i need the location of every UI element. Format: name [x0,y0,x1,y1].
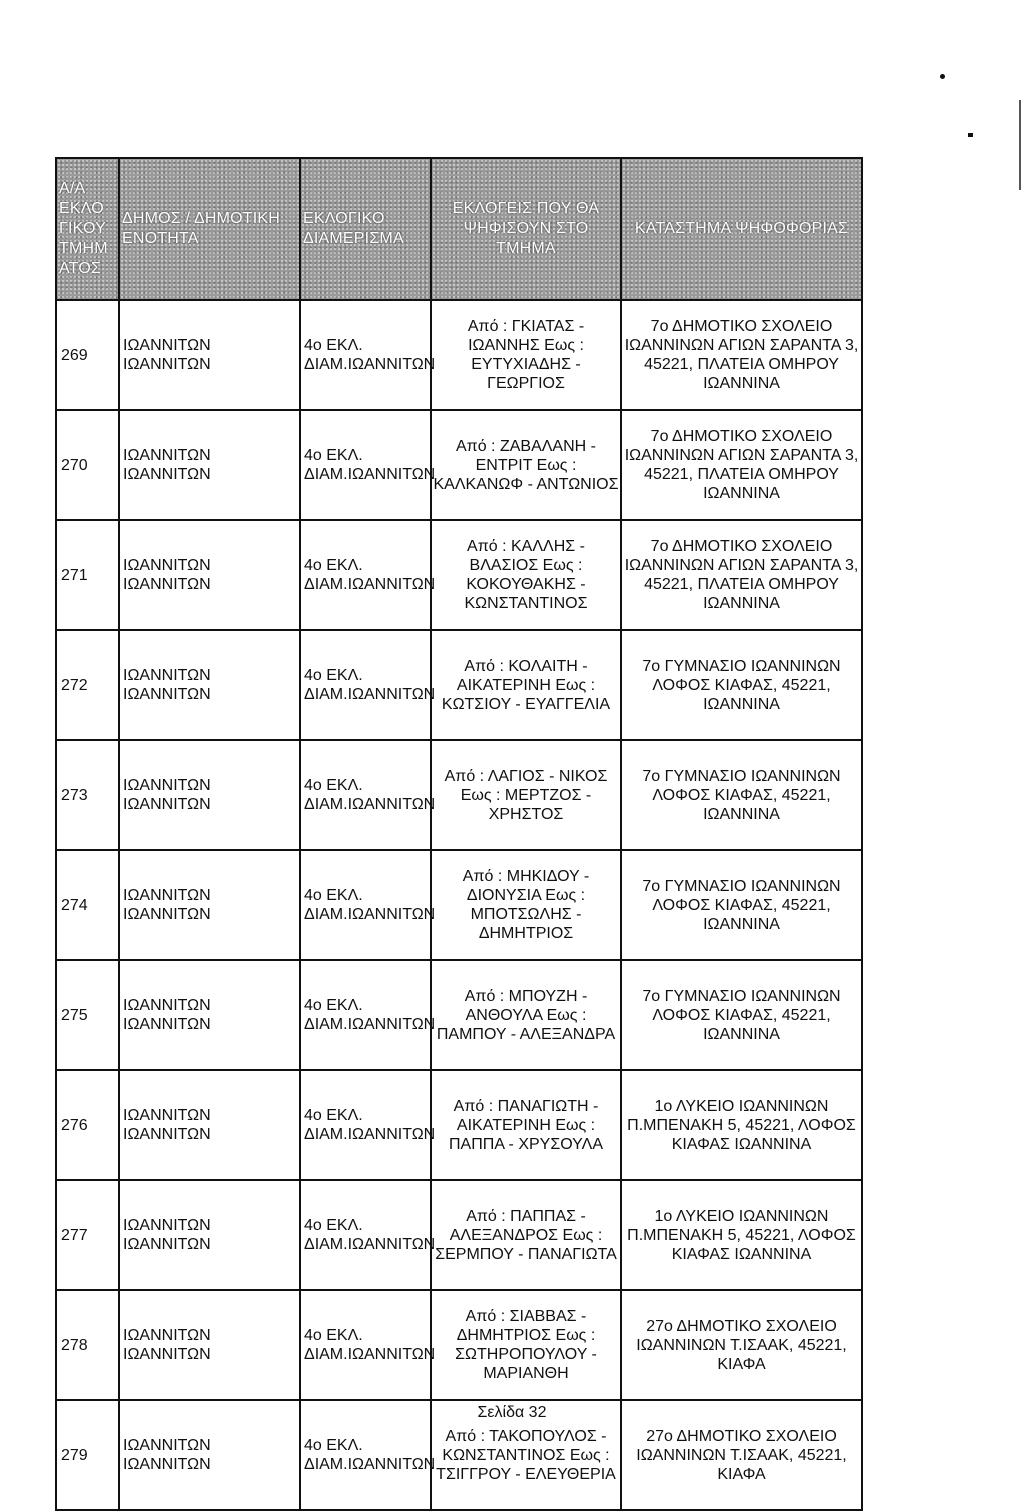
polling-station-cell: 7ο ΔΗΜΟΤΙΚΟ ΣΧΟΛΕΙΟ ΙΩΑΝΝΙΝΩΝ ΑΓΙΩΝ ΣΑΡΑΝΤΑ 3, 45221, ΠΛΑΤΕΙΑ ΟΜΗΡΟΥ ΙΩΑΝΝΙΝΑ [621,410,862,520]
table-row [56,520,862,630]
polling-station-cell: 1ο ΛΥΚΕΙΟ ΙΩΑΝΝΙΝΩΝ Π.ΜΠΕΝΑΚΗ 5, 45221, ΛΟΦΟΣ ΚΙΑΦΑΣ ΙΩΑΝΝΙΝΑ [621,1070,862,1180]
polling-station-cell: 27ο ΔΗΜΟΤΙΚΟ ΣΧΟΛΕΙΟ ΙΩΑΝΝΙΝΩΝ Τ.ΙΣΑΑΚ, 45221, ΚΙΑΦΑ [621,1400,862,1510]
section-number: 271 [56,520,119,630]
table-row [56,740,862,850]
municipality-cell: ΙΩΑΝΝΙΤΩΝ ΙΩΑΝΝΙΤΩΝ [119,630,300,740]
polling-station-cell: 1ο ΛΥΚΕΙΟ ΙΩΑΝΝΙΝΩΝ Π.ΜΠΕΝΑΚΗ 5, 45221, ΛΟΦΟΣ ΚΙΑΦΑΣ ΙΩΑΝΝΙΝΑ [621,1180,862,1290]
table-row [56,300,862,410]
voters-range-cell: Από : ΠΑΝΑΓΙΩΤΗ - ΑΙΚΑΤΕΡΙΝΗ Εως : ΠΑΠΠΑ - ΧΡΥΣΟΥΛΑ [431,1070,621,1180]
district-cell: 4ο ΕΚΛ. ΔΙΑΜ.ΙΩΑΝΝΙΤΩΝ [300,1400,431,1510]
voters-range-cell: Από : ΠΑΠΠΑΣ - ΑΛΕΞΑΝΔΡΟΣ Εως : ΣΕΡΜΠΟΥ - ΠΑΝΑΓΙΩΤΑ [431,1180,621,1290]
section-number: 269 [56,300,119,410]
district-cell: 4ο ΕΚΛ. ΔΙΑΜ.ΙΩΑΝΝΙΤΩΝ [300,630,431,740]
municipality-cell: ΙΩΑΝΝΙΤΩΝ ΙΩΑΝΝΙΤΩΝ [119,520,300,630]
table-header-row [56,158,862,300]
district-cell: 4ο ΕΚΛ. ΔΙΑΜ.ΙΩΑΝΝΙΤΩΝ [300,520,431,630]
table-row [56,960,862,1070]
table-row [56,850,862,960]
district-cell: 4ο ΕΚΛ. ΔΙΑΜ.ΙΩΑΝΝΙΤΩΝ [300,960,431,1070]
voters-range-cell: Από : ΛΑΓΙΟΣ - ΝΙΚΟΣ Εως : ΜΕΡΤΖΟΣ - ΧΡΗΣΤΟΣ [431,740,621,850]
scan-edge-line [1019,100,1021,190]
voters-range-cell: Από : ΓΚΙΑΤΑΣ - ΙΩΑΝΝΗΣ Εως : ΕΥΤΥΧΙΑΔΗΣ - ΓΕΩΡΓΙΟΣ [431,300,621,410]
municipality-cell: ΙΩΑΝΝΙΤΩΝ ΙΩΑΝΝΙΤΩΝ [119,1180,300,1290]
municipality-cell: ΙΩΑΝΝΙΤΩΝ ΙΩΑΝΝΙΤΩΝ [119,1070,300,1180]
district-cell: 4ο ΕΚΛ. ΔΙΑΜ.ΙΩΑΝΝΙΤΩΝ [300,300,431,410]
polling-stations-table [55,157,863,1511]
voters-range-cell: Από : ΤΑΚΟΠΟΥΛΟΣ - ΚΩΝΣΤΑΝΤΙΝΟΣ Εως : ΤΣΙΓΓΡΟΥ - ΕΛΕΥΘΕΡΙΑ [431,1400,621,1510]
section-number: 275 [56,960,119,1070]
polling-station-cell: 7ο ΓΥΜΝΑΣΙΟ ΙΩΑΝΝΙΝΩΝ ΛΟΦΟΣ ΚΙΑΦΑΣ, 45221, ΙΩΑΝΝΙΝΑ [621,740,862,850]
voters-range-cell: Από : ΚΑΛΛΗΣ - ΒΛΑΣΙΟΣ Εως : ΚΟΚΟΥΘΑΚΗΣ - ΚΩΝΣΤΑΝΤΙΝΟΣ [431,520,621,630]
polling-station-cell: 7ο ΓΥΜΝΑΣΙΟ ΙΩΑΝΝΙΝΩΝ ΛΟΦΟΣ ΚΙΑΦΑΣ, 45221, ΙΩΑΝΝΙΝΑ [621,960,862,1070]
district-cell: 4ο ΕΚΛ. ΔΙΑΜ.ΙΩΑΝΝΙΤΩΝ [300,1290,431,1400]
header-municipality: ΔΗΜΟΣ / ΔΗΜΟΤΙΚΗ ΕΝΟΤΗΤΑ [119,158,300,300]
voters-range-cell: Από : ΣΙΑΒΒΑΣ - ΔΗΜΗΤΡΙΟΣ Εως : ΣΩΤΗΡΟΠΟΥΛΟΥ - ΜΑΡΙΑΝΘΗ [431,1290,621,1400]
table-row [56,630,862,740]
section-number: 277 [56,1180,119,1290]
table-row [56,410,862,520]
section-number: 273 [56,740,119,850]
section-number: 278 [56,1290,119,1400]
municipality-cell: ΙΩΑΝΝΙΤΩΝ ΙΩΑΝΝΙΤΩΝ [119,300,300,410]
municipality-cell: ΙΩΑΝΝΙΤΩΝ ΙΩΑΝΝΙΤΩΝ [119,850,300,960]
section-number: 274 [56,850,119,960]
voters-range-cell: Από : ΜΠΟΥΖΗ - ΑΝΘΟΥΛΑ Εως : ΠΑΜΠΟΥ - ΑΛΕΞΑΝΔΡΑ [431,960,621,1070]
header-section-number: Α/Α ΕΚΛΟ ΓΙΚΟΥ ΤΜΗΜ ΑΤΟΣ [56,158,119,300]
polling-station-cell: 7ο ΓΥΜΝΑΣΙΟ ΙΩΑΝΝΙΝΩΝ ΛΟΦΟΣ ΚΙΑΦΑΣ, 45221, ΙΩΑΝΝΙΝΑ [621,850,862,960]
municipality-cell: ΙΩΑΝΝΙΤΩΝ ΙΩΑΝΝΙΤΩΝ [119,960,300,1070]
section-number: 279 [56,1400,119,1510]
municipality-cell: ΙΩΑΝΝΙΤΩΝ ΙΩΑΝΝΙΤΩΝ [119,410,300,520]
scan-arrow-mark [968,133,973,137]
header-voters: ΕΚΛΟΓΕΙΣ ΠΟΥ ΘΑ ΨΗΦΙΣΟΥΝ ΣΤΟ ΤΜΗΜΑ [431,158,621,300]
voters-range-cell: Από : ΚΟΛΑΙΤΗ - ΑΙΚΑΤΕΡΙΝΗ Εως : ΚΩΤΣΙΟΥ - ΕΥΑΓΓΕΛΙΑ [431,630,621,740]
polling-station-cell: 7ο ΓΥΜΝΑΣΙΟ ΙΩΑΝΝΙΝΩΝ ΛΟΦΟΣ ΚΙΑΦΑΣ, 45221, ΙΩΑΝΝΙΝΑ [621,630,862,740]
district-cell: 4ο ΕΚΛ. ΔΙΑΜ.ΙΩΑΝΝΙΤΩΝ [300,1070,431,1180]
section-number: 276 [56,1070,119,1180]
polling-station-cell: 27ο ΔΗΜΟΤΙΚΟ ΣΧΟΛΕΙΟ ΙΩΑΝΝΙΝΩΝ Τ.ΙΣΑΑΚ, 45221, ΚΙΑΦΑ [621,1290,862,1400]
district-cell: 4ο ΕΚΛ. ΔΙΑΜ.ΙΩΑΝΝΙΤΩΝ [300,1180,431,1290]
table-row [56,1070,862,1180]
scan-dot-mark [940,74,945,79]
table-row [56,1180,862,1290]
header-district: ΕΚΛΟΓΙΚΟ ΔΙΑΜΕΡΙΣΜΑ [300,158,431,300]
polling-station-cell: 7ο ΔΗΜΟΤΙΚΟ ΣΧΟΛΕΙΟ ΙΩΑΝΝΙΝΩΝ ΑΓΙΩΝ ΣΑΡΑΝΤΑ 3, 45221, ΠΛΑΤΕΙΑ ΟΜΗΡΟΥ ΙΩΑΝΝΙΝΑ [621,520,862,630]
header-polling-station: ΚΑΤΑΣΤΗΜΑ ΨΗΦΟΦΟΡΙΑΣ [621,158,862,300]
district-cell: 4ο ΕΚΛ. ΔΙΑΜ.ΙΩΑΝΝΙΤΩΝ [300,410,431,520]
voters-range-cell: Από : ΖΑΒΑΛΑΝΗ - ΕΝΤΡΙΤ Εως : ΚΑΛΚΑΝΩΦ - ΑΝΤΩΝΙΟΣ [431,410,621,520]
section-number: 270 [56,410,119,520]
district-cell: 4ο ΕΚΛ. ΔΙΑΜ.ΙΩΑΝΝΙΤΩΝ [300,740,431,850]
district-cell: 4ο ΕΚΛ. ΔΙΑΜ.ΙΩΑΝΝΙΤΩΝ [300,850,431,960]
municipality-cell: ΙΩΑΝΝΙΤΩΝ ΙΩΑΝΝΙΤΩΝ [119,740,300,850]
polling-station-cell: 7ο ΔΗΜΟΤΙΚΟ ΣΧΟΛΕΙΟ ΙΩΑΝΝΙΝΩΝ ΑΓΙΩΝ ΣΑΡΑΝΤΑ 3, 45221, ΠΛΑΤΕΙΑ ΟΜΗΡΟΥ ΙΩΑΝΝΙΝΑ [621,300,862,410]
section-number: 272 [56,630,119,740]
voters-range-cell: Από : ΜΗΚΙΔΟΥ - ΔΙΟΝΥΣΙΑ Εως : ΜΠΟΤΣΩΛΗΣ - ΔΗΜΗΤΡΙΟΣ [431,850,621,960]
municipality-cell: ΙΩΑΝΝΙΤΩΝ ΙΩΑΝΝΙΤΩΝ [119,1400,300,1510]
municipality-cell: ΙΩΑΝΝΙΤΩΝ ΙΩΑΝΝΙΤΩΝ [119,1290,300,1400]
table-row [56,1290,862,1400]
page-number: Σελίδα 32 [477,1404,547,1421]
